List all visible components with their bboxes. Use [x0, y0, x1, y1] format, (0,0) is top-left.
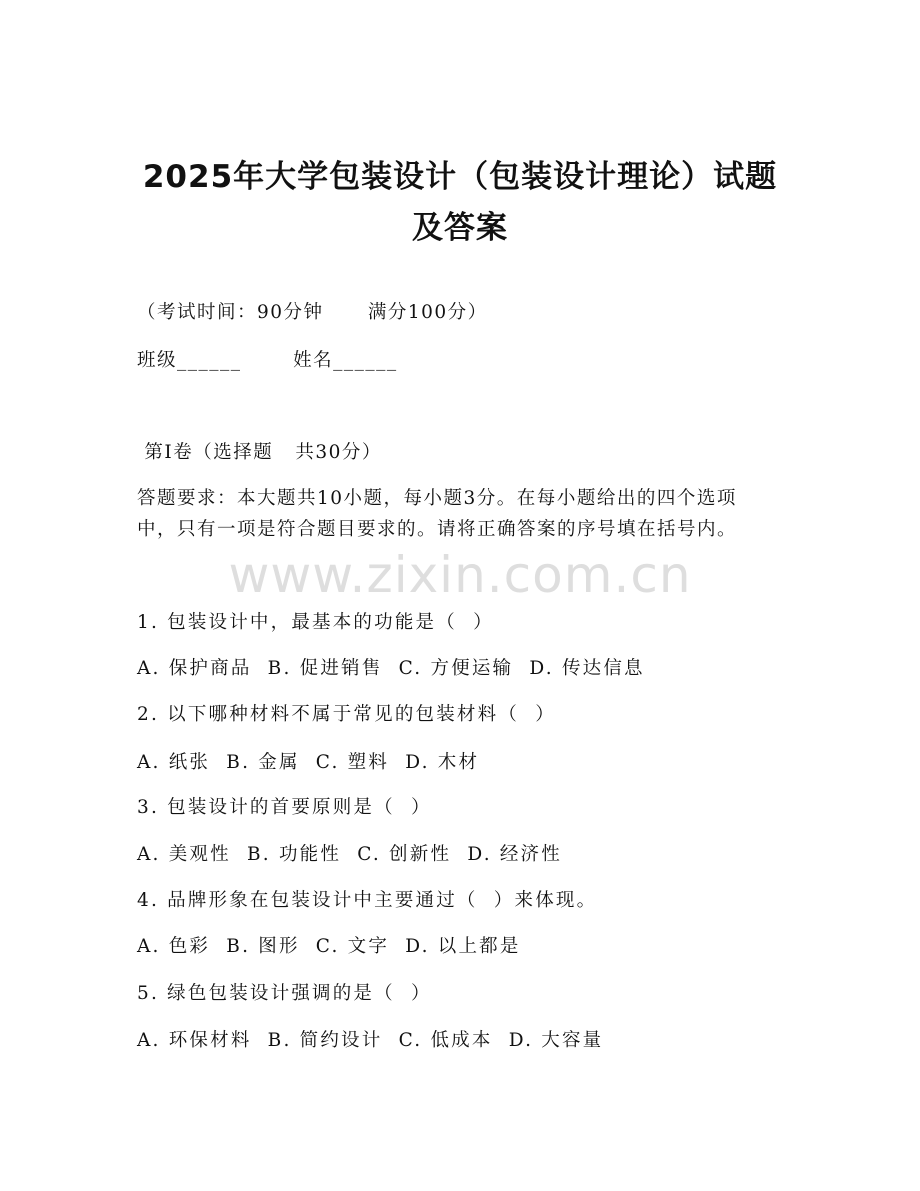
question-1-options: A. 保护商品 B. 促进销售 C. 方便运输 D. 传达信息 [137, 658, 645, 679]
question-4-options: A. 色彩 B. 图形 C. 文字 D. 以上都是 [137, 936, 521, 957]
watermark: www.zixin.com.cn [228, 546, 692, 604]
exam-info: （考试时间：90分钟 满分100分） [137, 302, 488, 323]
question-2-options: A. 纸张 B. 金属 C. 塑料 D. 木材 [137, 752, 480, 773]
question-3: 3. 包装设计的首要原则是（ ） [137, 797, 432, 818]
instructions-line-2: 中，只有一项是符合题目要求的。请将正确答案的序号填在括号内。 [137, 519, 738, 540]
question-1: 1. 包装设计中，最基本的功能是（ ） [137, 612, 494, 633]
question-4: 4. 品牌形象在包装设计中主要通过（ ）来体现。 [137, 890, 598, 911]
student-info: 班级______ 姓名______ [137, 350, 398, 371]
question-3-options: A. 美观性 B. 功能性 C. 创新性 D. 经济性 [137, 844, 562, 865]
question-5-options: A. 环保材料 B. 简约设计 C. 低成本 D. 大容量 [137, 1030, 604, 1051]
document-title-line-1: 2025年大学包装设计（包装设计理论）试题 [142, 159, 778, 195]
question-5: 5. 绿色包装设计强调的是（ ） [137, 983, 432, 1004]
question-2: 2. 以下哪种材料不属于常见的包装材料（ ） [137, 704, 556, 725]
instructions-line-1: 答题要求：本大题共10小题，每小题3分。在每小题给出的四个选项 [137, 488, 737, 509]
document-title-line-2: 及答案 [412, 210, 508, 246]
section-header: 第Ⅰ卷（选择题 共30分） [137, 442, 382, 463]
